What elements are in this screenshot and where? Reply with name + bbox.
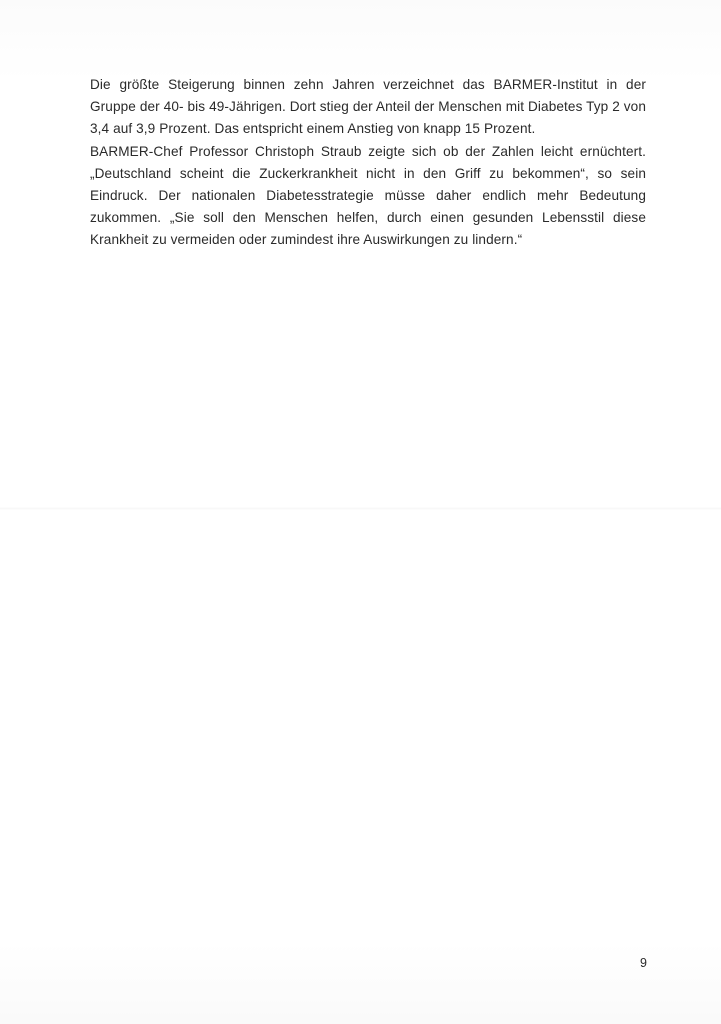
paragraph-2: BARMER-Chef Professor Christoph Straub zeigte sich ob der Zahlen leicht ernüchtert. „Deutschland scheint die Zuckerkrankheit nicht in den Griff zu bekommen“, so sein Eindruck. Der nationalen Diabetesstrategie müsse daher endlich mehr Bedeutung zukommen. „Sie soll den Menschen helfen, durch einen gesunden Lebensstil diese Krankheit zu vermeiden oder zumindest ihre Auswirkungen zu lindern.“ <box>90 143 646 248</box>
page-number: 9 <box>640 956 647 970</box>
paragraph-1: Die größte Steigerung binnen zehn Jahren verzeichnet das BARMER-Institut in der Gruppe der 40- bis 49-Jährigen. Dort stieg der Anteil der Menschen mit Diabetes Typ 2 von 3,4 auf 3,9 Prozent. Das entspricht einem Anstieg von knapp 15 Prozent. <box>90 77 646 137</box>
body-text <box>90 74 646 252</box>
paper-fold <box>0 507 721 510</box>
